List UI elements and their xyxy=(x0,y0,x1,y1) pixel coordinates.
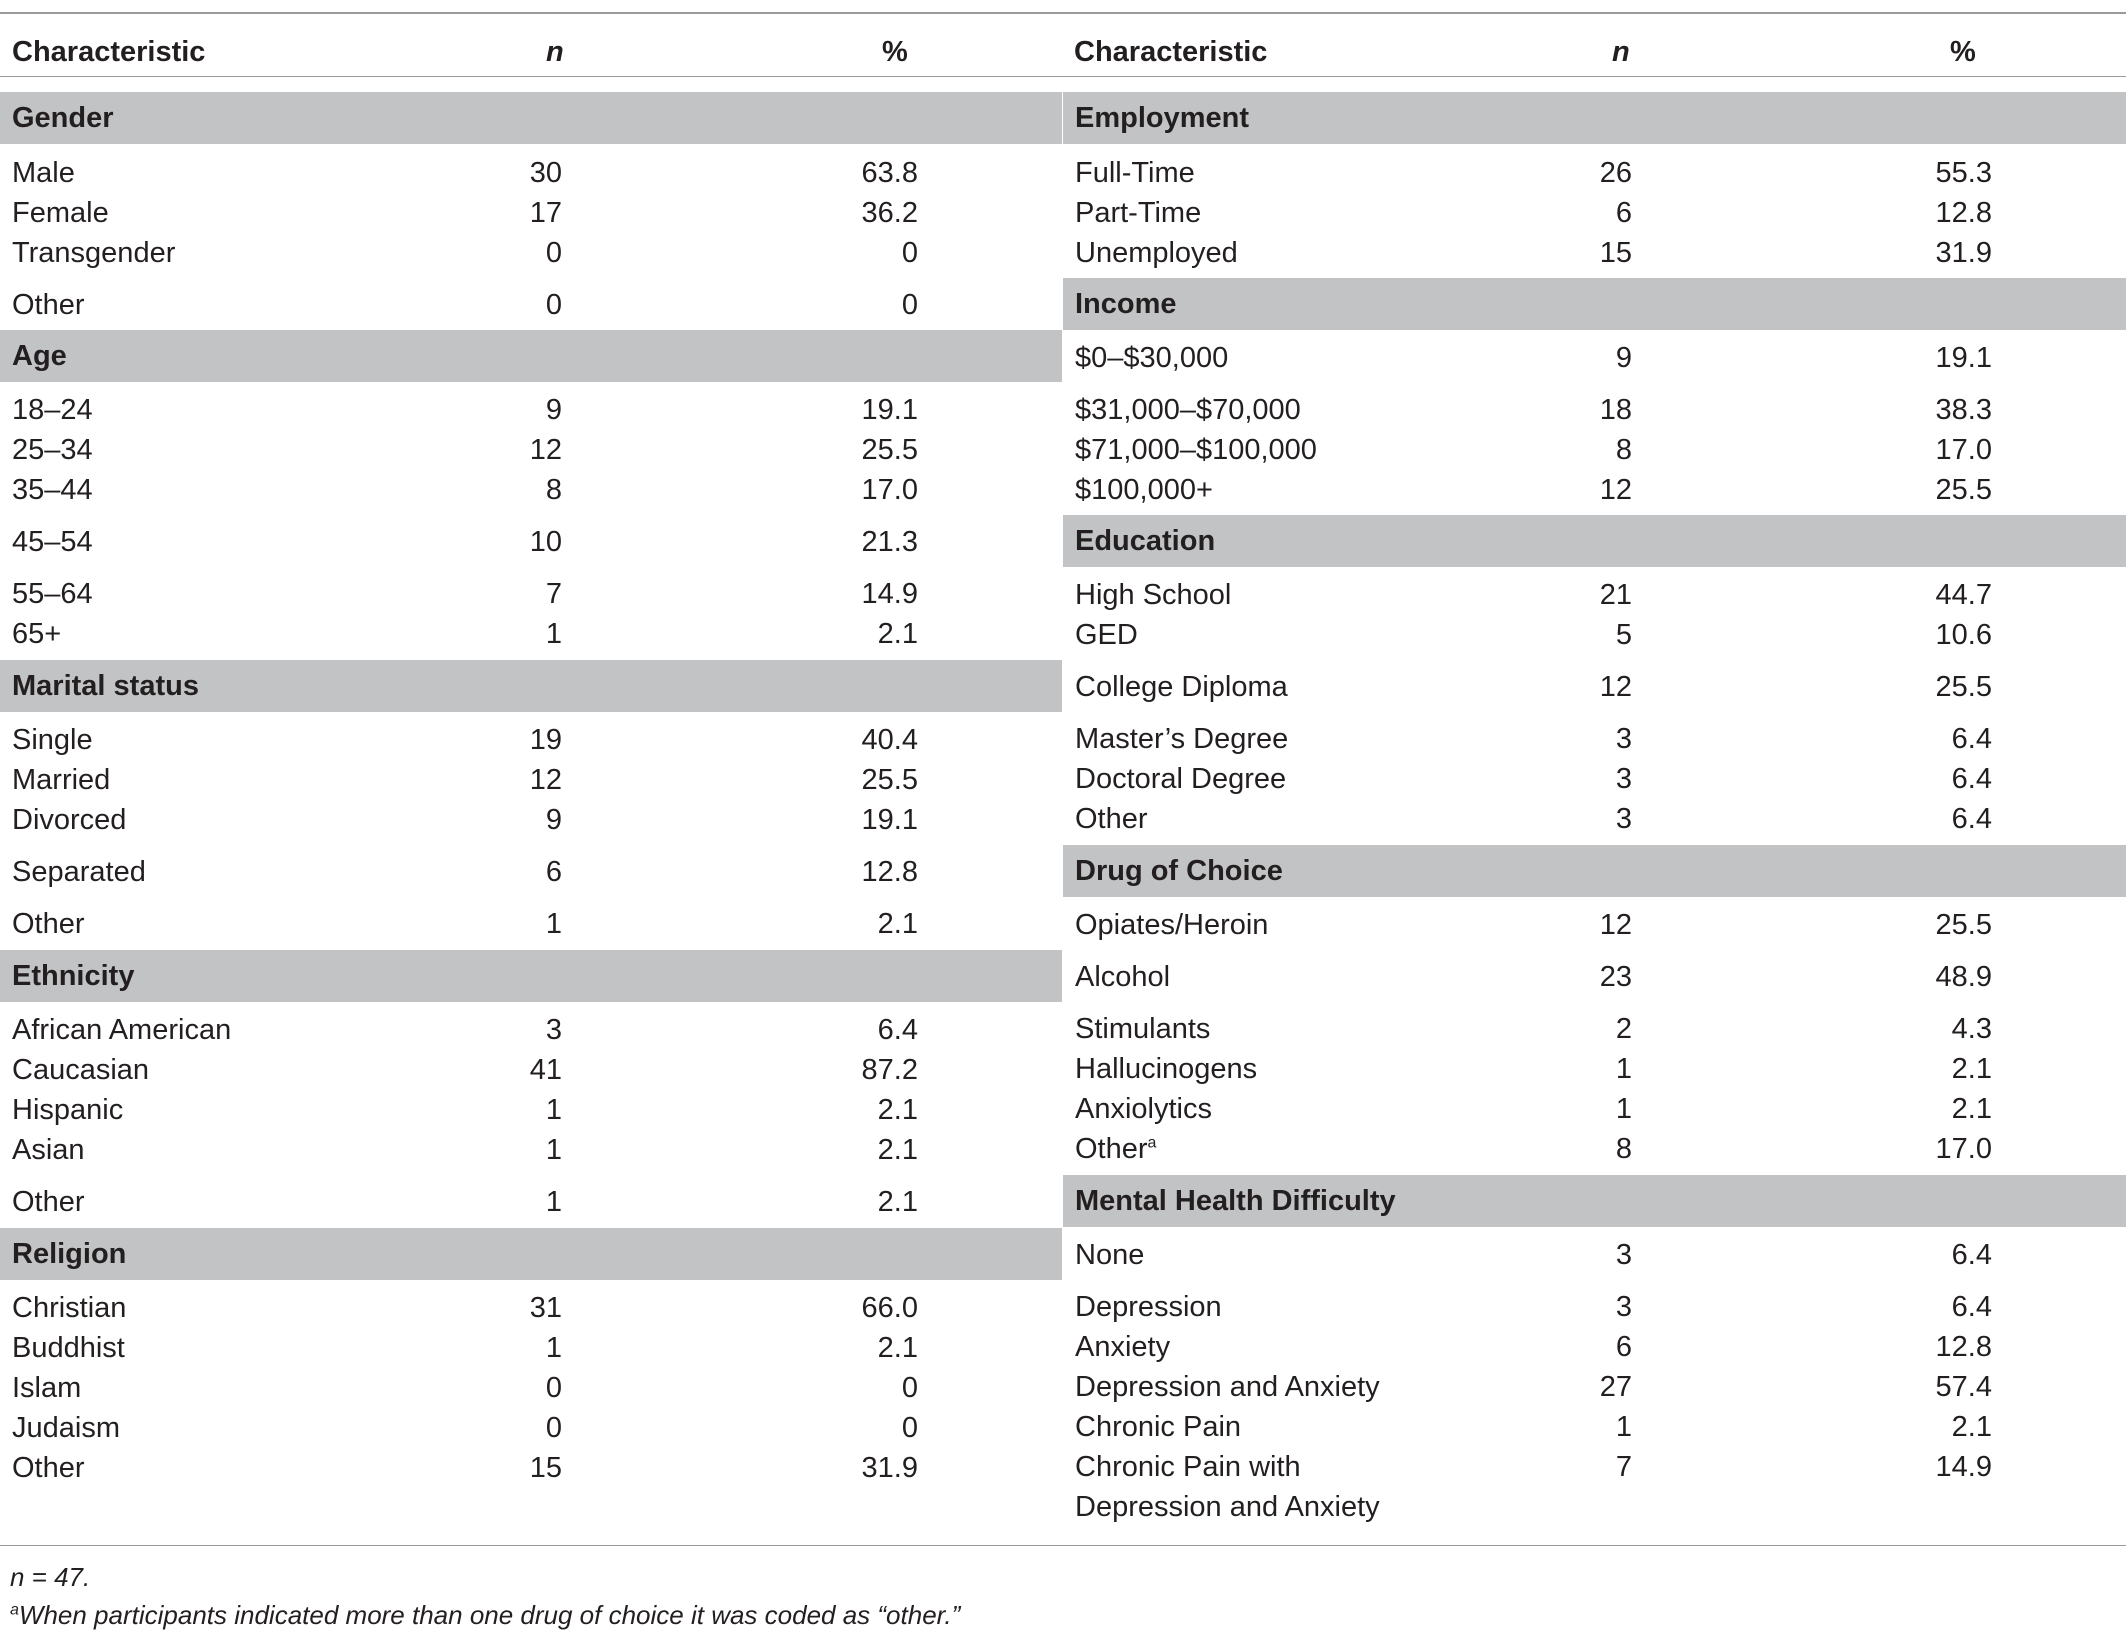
row-label: Divorced xyxy=(12,804,127,836)
row-percent: 6.4 xyxy=(1951,1291,1992,1323)
row-percent: 2.1 xyxy=(877,1332,918,1364)
row-percent: 6.4 xyxy=(877,1014,918,1046)
row-n: 3 xyxy=(545,1014,562,1046)
row-label: $31,000–$70,000 xyxy=(1075,394,1301,426)
row-n: 18 xyxy=(1599,394,1632,426)
row-n: 6 xyxy=(1615,197,1632,229)
row-n: 23 xyxy=(1599,961,1632,993)
row-n: 6 xyxy=(545,856,562,888)
header-percent-right: % xyxy=(1950,36,1976,68)
row-percent: 31.9 xyxy=(861,1452,918,1484)
row-percent: 66.0 xyxy=(861,1292,918,1324)
row-label: Separated xyxy=(12,856,146,888)
row-label: Buddhist xyxy=(12,1332,125,1364)
row-label: $71,000–$100,000 xyxy=(1075,434,1317,466)
row-percent: 0 xyxy=(901,1372,918,1404)
row-label: Chronic Pain xyxy=(1075,1411,1242,1443)
row-percent: 38.3 xyxy=(1935,394,1992,426)
section-title: Mental Health Difficulty xyxy=(1075,1185,1396,1217)
row-label: College Diploma xyxy=(1075,671,1288,703)
row-n: 5 xyxy=(1615,619,1632,651)
row-percent: 2.1 xyxy=(1951,1093,1992,1125)
row-label: Christian xyxy=(12,1292,127,1324)
row-n: 1 xyxy=(545,1186,562,1218)
row-label: Anxiety xyxy=(1075,1331,1171,1363)
header-n-left: n xyxy=(546,36,564,68)
row-label: Female xyxy=(12,197,109,229)
section-band-drug-of-choice xyxy=(1063,845,2126,897)
row-label: Master’s Degree xyxy=(1075,723,1289,755)
row-percent: 2.1 xyxy=(877,1186,918,1218)
row-label: Doctoral Degree xyxy=(1075,763,1287,795)
row-percent: 6.4 xyxy=(1951,1239,1992,1271)
row-label: Married xyxy=(12,764,111,796)
row-n: 0 xyxy=(545,289,562,321)
row-percent: 63.8 xyxy=(861,157,918,189)
header-rule xyxy=(0,76,2126,77)
row-label: 65+ xyxy=(12,618,62,650)
row-n: 3 xyxy=(1615,723,1632,755)
row-percent: 2.1 xyxy=(1951,1053,1992,1085)
row-label: Part-Time xyxy=(1075,197,1202,229)
row-percent: 21.3 xyxy=(861,526,918,558)
row-label: Caucasian xyxy=(12,1054,150,1086)
row-n: 12 xyxy=(1599,671,1632,703)
section-title: Religion xyxy=(12,1238,127,1270)
footnote-marker: a xyxy=(1147,1134,1157,1152)
row-label: 25–34 xyxy=(12,434,93,466)
row-percent: 57.4 xyxy=(1935,1371,1992,1403)
row-label: Transgender xyxy=(12,237,176,269)
row-label: 45–54 xyxy=(12,526,93,558)
row-label: 35–44 xyxy=(12,474,93,506)
row-percent: 12.8 xyxy=(1935,1331,1992,1363)
row-n: 0 xyxy=(545,1372,562,1404)
footnote-a xyxy=(10,1598,960,1632)
row-n: 12 xyxy=(529,764,562,796)
footnote-n xyxy=(10,1560,90,1594)
row-percent: 6.4 xyxy=(1951,763,1992,795)
header-characteristic-left: Characteristic xyxy=(12,36,206,68)
section-band-marital-status xyxy=(0,660,1062,712)
section-band-age xyxy=(0,330,1062,382)
row-n: 30 xyxy=(529,157,562,189)
row-n: 1 xyxy=(1615,1411,1632,1443)
row-label: Judaism xyxy=(12,1412,120,1444)
header-percent-left: % xyxy=(882,36,908,68)
row-percent: 14.9 xyxy=(1935,1451,1992,1483)
row-label: Full-Time xyxy=(1075,157,1195,189)
row-n: 1 xyxy=(545,618,562,650)
section-title: Ethnicity xyxy=(12,960,135,992)
row-percent: 31.9 xyxy=(1935,237,1992,269)
row-label: Other xyxy=(12,289,85,321)
row-label: Opiates/Heroin xyxy=(1075,909,1269,941)
row-label: Alcohol xyxy=(1075,961,1171,993)
row-n: 9 xyxy=(545,804,562,836)
row-percent: 2.1 xyxy=(877,618,918,650)
row-percent: 10.6 xyxy=(1935,619,1992,651)
section-title: Marital status xyxy=(12,670,199,702)
row-percent: 25.5 xyxy=(1935,909,1992,941)
row-percent: 0 xyxy=(901,1412,918,1444)
row-n: 7 xyxy=(1615,1451,1632,1483)
row-percent: 25.5 xyxy=(861,434,918,466)
section-band-education xyxy=(1063,515,2126,567)
row-label: 55–64 xyxy=(12,578,93,610)
row-n: 41 xyxy=(529,1054,562,1086)
row-label: Hispanic xyxy=(12,1094,124,1126)
row-label: Anxiolytics xyxy=(1075,1093,1212,1125)
row-label: Other xyxy=(12,908,85,940)
row-n: 0 xyxy=(545,1412,562,1444)
row-n: 19 xyxy=(529,724,562,756)
row-n: 12 xyxy=(1599,474,1632,506)
row-n: 7 xyxy=(545,578,562,610)
row-label: $0–$30,000 xyxy=(1075,342,1229,374)
row-label: Other xyxy=(12,1186,85,1218)
row-n: 8 xyxy=(1615,1133,1632,1165)
footnote-n-text: n = 47. xyxy=(10,1562,91,1592)
section-band-religion xyxy=(0,1228,1062,1280)
row-n: 8 xyxy=(545,474,562,506)
row-percent: 4.3 xyxy=(1951,1013,1992,1045)
row-percent: 17.0 xyxy=(861,474,918,506)
row-percent: 2.1 xyxy=(1951,1411,1992,1443)
row-n: 21 xyxy=(1599,579,1632,611)
row-percent: 2.1 xyxy=(877,1094,918,1126)
row-label: GED xyxy=(1075,619,1138,651)
row-percent: 87.2 xyxy=(861,1054,918,1086)
row-label: Other$^a$ xyxy=(1075,1133,1157,1165)
row-label: Other xyxy=(12,1452,85,1484)
header-n-right: n xyxy=(1612,36,1630,68)
row-n: 8 xyxy=(1615,434,1632,466)
row-label: Male xyxy=(12,157,75,189)
row-n: 1 xyxy=(545,1094,562,1126)
footnote-a-text: When participants indicated more than one drug of choice it was coded as “other.” xyxy=(18,1600,961,1630)
row-percent: 19.1 xyxy=(861,394,918,426)
row-percent: 14.9 xyxy=(861,578,918,610)
row-n: 9 xyxy=(1615,342,1632,374)
row-percent: 17.0 xyxy=(1935,1133,1992,1165)
row-label-continued: Depression and Anxiety xyxy=(1075,1491,1380,1523)
row-n: 9 xyxy=(545,394,562,426)
section-band-employment xyxy=(1063,92,2126,144)
row-n: 12 xyxy=(1599,909,1632,941)
row-label: Stimulants xyxy=(1075,1013,1211,1045)
section-title: Drug of Choice xyxy=(1075,855,1283,887)
section-band-income xyxy=(1063,278,2126,330)
row-percent: 36.2 xyxy=(861,197,918,229)
row-label: Asian xyxy=(12,1134,85,1166)
section-band-gender xyxy=(0,92,1062,144)
row-percent: 48.9 xyxy=(1935,961,1992,993)
row-n: 15 xyxy=(529,1452,562,1484)
section-band-ethnicity xyxy=(0,950,1062,1002)
row-label: $100,000+ xyxy=(1075,474,1213,506)
row-n: 10 xyxy=(529,526,562,558)
row-n: 1 xyxy=(1615,1053,1632,1085)
row-label: Unemployed xyxy=(1075,237,1238,269)
row-percent: 6.4 xyxy=(1951,723,1992,755)
row-percent: 25.5 xyxy=(861,764,918,796)
section-title: Income xyxy=(1075,288,1177,320)
section-title: Employment xyxy=(1075,102,1250,134)
row-label: Chronic Pain with xyxy=(1075,1451,1301,1483)
row-n: 1 xyxy=(545,1332,562,1364)
row-label: Islam xyxy=(12,1372,82,1404)
row-label: 18–24 xyxy=(12,394,93,426)
row-n: 15 xyxy=(1599,237,1632,269)
row-label: Depression and Anxiety xyxy=(1075,1371,1380,1403)
row-label: Other xyxy=(1075,803,1148,835)
top-rule xyxy=(0,12,2126,14)
row-n: 2 xyxy=(1615,1013,1632,1045)
row-n: 12 xyxy=(529,434,562,466)
row-n: 3 xyxy=(1615,1291,1632,1323)
section-title: Gender xyxy=(12,102,114,134)
row-percent: 25.5 xyxy=(1935,474,1992,506)
row-label: Hallucinogens xyxy=(1075,1053,1258,1085)
row-percent: 25.5 xyxy=(1935,671,1992,703)
row-n: 0 xyxy=(545,237,562,269)
row-percent: 2.1 xyxy=(877,908,918,940)
row-percent: 44.7 xyxy=(1935,579,1992,611)
row-percent: 0 xyxy=(901,289,918,321)
row-label: Single xyxy=(12,724,93,756)
row-n: 31 xyxy=(529,1292,562,1324)
row-percent: 0 xyxy=(901,237,918,269)
row-percent: 2.1 xyxy=(877,1134,918,1166)
row-percent: 17.0 xyxy=(1935,434,1992,466)
row-percent: 55.3 xyxy=(1935,157,1992,189)
row-n: 1 xyxy=(545,908,562,940)
row-percent: 12.8 xyxy=(861,856,918,888)
bottom-rule xyxy=(0,1545,2126,1546)
section-band-mental-health-difficulty xyxy=(1063,1175,2126,1227)
section-title: Education xyxy=(1075,525,1216,557)
row-n: 6 xyxy=(1615,1331,1632,1363)
row-label: High School xyxy=(1075,579,1232,611)
row-n: 26 xyxy=(1599,157,1632,189)
row-label: Depression xyxy=(1075,1291,1222,1323)
header-characteristic-right: Characteristic xyxy=(1074,36,1268,68)
row-percent: 19.1 xyxy=(1935,342,1992,374)
row-percent: 6.4 xyxy=(1951,803,1992,835)
row-percent: 19.1 xyxy=(861,804,918,836)
row-n: 27 xyxy=(1599,1371,1632,1403)
row-percent: 40.4 xyxy=(861,724,918,756)
row-label: African American xyxy=(12,1014,232,1046)
row-n: 3 xyxy=(1615,763,1632,795)
row-n: 1 xyxy=(545,1134,562,1166)
row-n: 3 xyxy=(1615,1239,1632,1271)
footnote-a-marker: a xyxy=(10,1601,19,1619)
row-n: 3 xyxy=(1615,803,1632,835)
section-title: Age xyxy=(12,340,67,372)
row-n: 17 xyxy=(529,197,562,229)
row-percent: 12.8 xyxy=(1935,197,1992,229)
row-label: None xyxy=(1075,1239,1145,1271)
row-n: 1 xyxy=(1615,1093,1632,1125)
